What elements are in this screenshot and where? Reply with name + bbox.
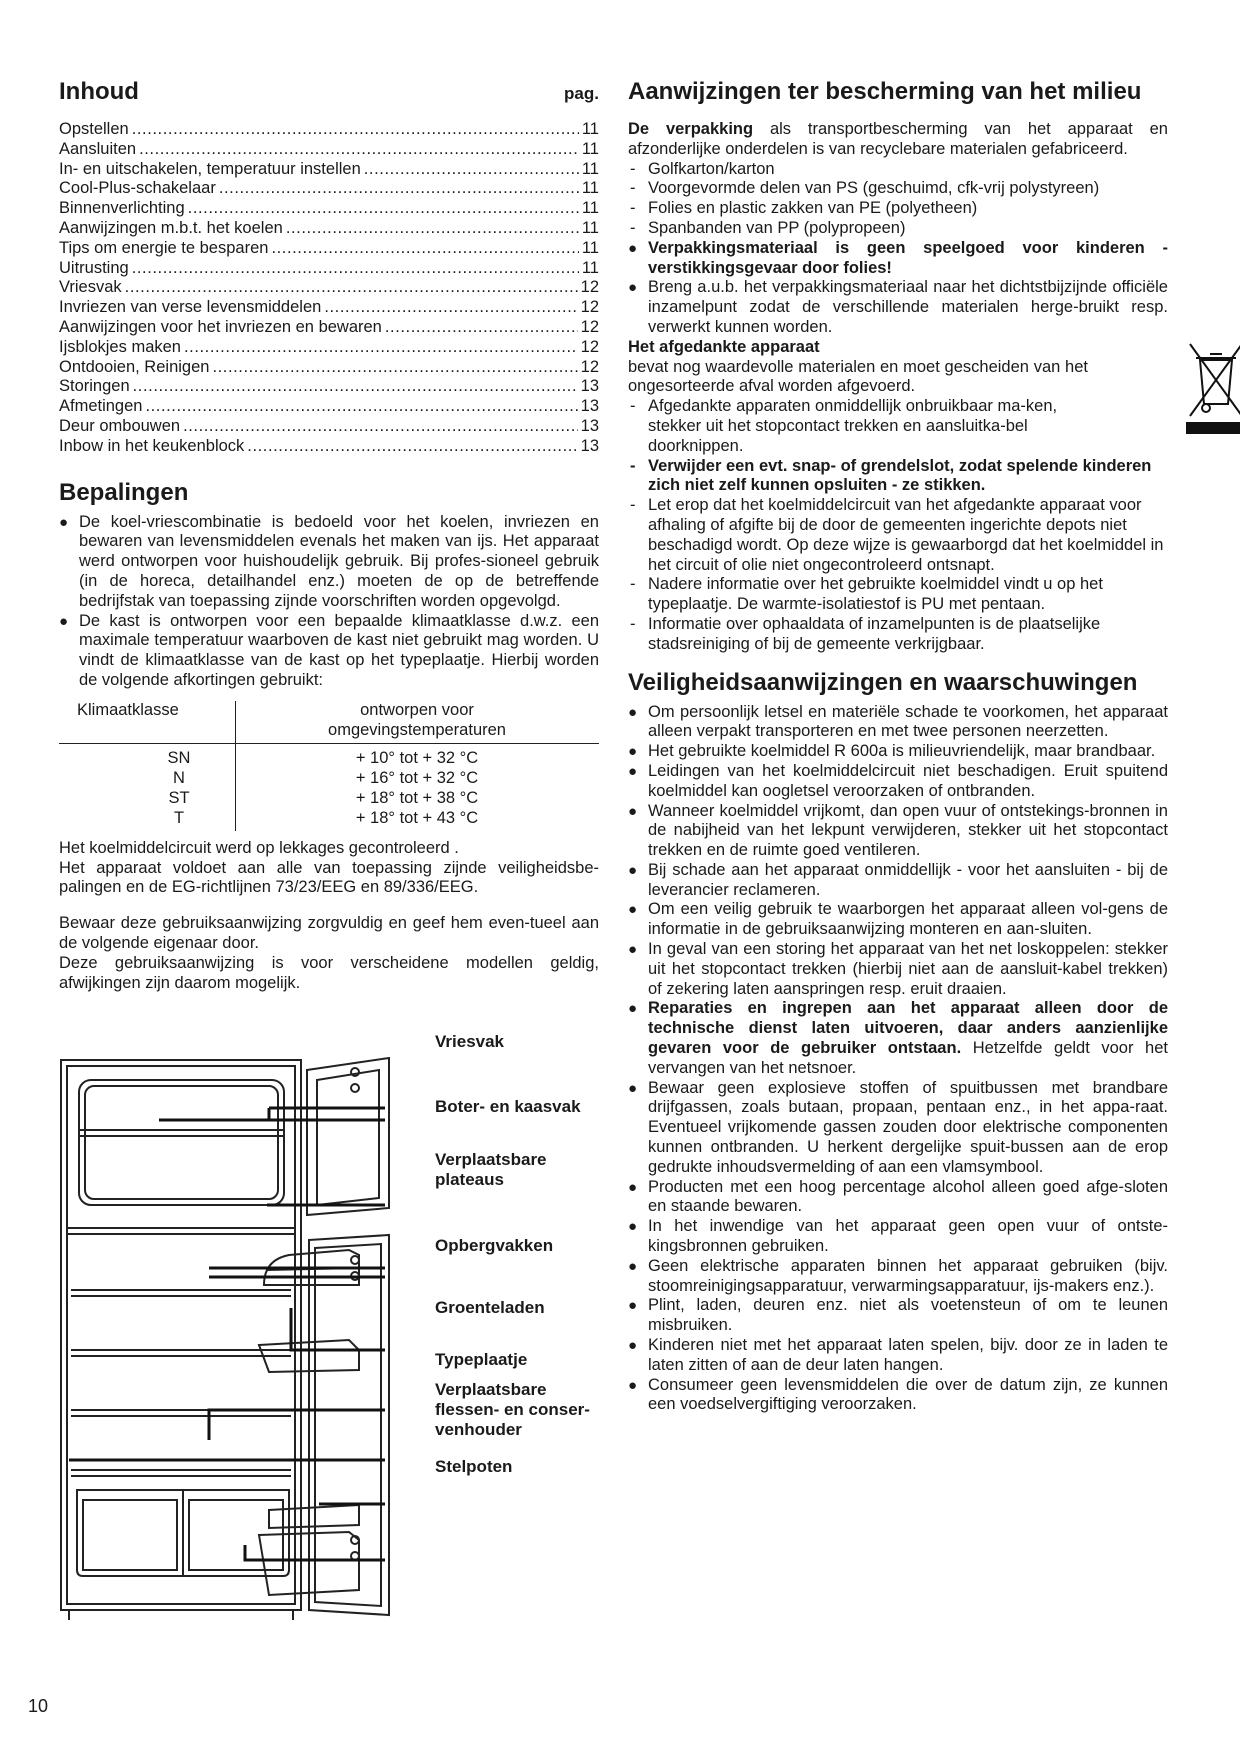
toc-entry-title: Aansluiten xyxy=(59,139,137,158)
safety-item: ● Om een veilig gebruik te waarborgen het apparaat alleen vol-gens de informatie in de gebruiksaanwijzing monteren en aan-sluiten. xyxy=(628,900,1168,940)
toc-leader-dots xyxy=(132,259,579,279)
label-stelpoten: Stelpoten xyxy=(435,1457,513,1476)
slot-warning: - Verwijder een evt. snap- of grendelslot, zodat spelende kinderen zich niet zelf kunnen opsluiten - ze stikken. xyxy=(628,457,1168,497)
table-header-temp xyxy=(235,701,599,741)
safety-item: ● Bewaar geen explosieve stoffen of spuitbussen met brandbare drijfgassen, zoals butaan, propaan, pentaan enz., in het appa-raat. Eventueel vrijkomende gassen zouden door elektrische componenten kunnen ontbranden. U herkent dergelijke spuit-bussen aan de erop gedrukte inhoudsvermelding of aan een vlamsymbool. xyxy=(628,1079,1168,1178)
toc-entry-page: 11 xyxy=(581,120,599,138)
label-plateaus xyxy=(435,1150,547,1190)
milieu-breng: ● Breng a.u.b. het verpakkingsmateriaal naar het dichtstbijzijnde officiële inzamelpunt zodat de verschillende materialen herge-bruikt resp. verwerkt kunnen worden. xyxy=(628,278,1168,337)
milieu-verpakking xyxy=(628,120,1168,160)
toc-entry-page: 12 xyxy=(580,357,599,376)
toc-leader-dots xyxy=(145,397,577,417)
table-header-temp-line1: ontworpen voor xyxy=(360,700,474,719)
toc-entry xyxy=(59,179,599,199)
toc-entry-title: Tips om energie te besparen xyxy=(59,238,269,257)
safety-item: ● Producten met een hoog percentage alcohol alleen goed afge-sloten en staande bewaren. xyxy=(628,1178,1168,1218)
toc-entry xyxy=(59,397,599,417)
label-flessen-line3: venhouder xyxy=(435,1420,522,1439)
toc-entry-title: Opstellen xyxy=(59,120,129,138)
toc-leader-dots xyxy=(139,140,579,160)
material-item: - Golfkarton/karton xyxy=(628,160,1168,180)
toc-title: Inhoud xyxy=(59,78,139,105)
toc-entry-page: 11 xyxy=(581,139,599,158)
bepalingen-para-4: Deze gebruiksaanwijzing is voor verscheidene modellen geldig, afwijkingen zijn daarom mogelijk. xyxy=(59,953,599,992)
toc-entry-page: 11 xyxy=(581,199,599,218)
toc-leader-dots xyxy=(125,278,578,298)
toc-entry-page: 12 xyxy=(580,337,599,356)
left-column xyxy=(59,78,599,993)
toc-entry-page: 13 xyxy=(580,377,599,396)
table-cell-temp: + 16° tot + 32 °C xyxy=(355,768,479,787)
toc-list xyxy=(59,120,599,457)
toc-entry xyxy=(59,259,599,279)
label-plateaus-line1: Verplaatsbare xyxy=(435,1150,547,1169)
table-cell-temp: + 18° tot + 38 °C xyxy=(355,788,479,807)
toc-entry xyxy=(59,120,599,140)
toc-entry-title: Aanwijzingen voor het invriezen en bewaren xyxy=(59,317,382,336)
bepalingen-bullet-1: ● De koel-vriescombinatie is bedoeld voor het koelen, invriezen en bewaren van levensmiddelen evenals het maken van ijs. Het apparaat werd ontworpen voor huishoudelijk gebruik. Bij profes-sioneel gebruik (in de horeca, detailhandel enz.) moeten de op de betreffende bedrijfstak van toepassing zijnde voorschriften worden opgevolgd. xyxy=(59,513,599,612)
milieu-warning: ● Verpakkingsmateriaal is geen speelgoed voor kinderen - verstikkingsgevaar door folies! xyxy=(628,239,1168,279)
bepalingen-para-1: Het koelmiddelcircuit werd op lekkages gecontroleerd . xyxy=(59,838,459,857)
milieu-dash-item: - Let erop dat het koelmiddelcircuit van het afgedankte apparaat voor afhaling of afgifte bij de door de gemeenten ingerichte depots niet beschadigd wordt. Op deze wijze is gewaarborgd dat het koelmiddel in het circuit of olie niet ongecontroleerd ontsnapt. xyxy=(628,496,1168,575)
toc-entry-title: Uitrusting xyxy=(59,258,129,277)
safety-item-repair xyxy=(628,999,1168,1078)
toc-header xyxy=(59,78,599,106)
bepalingen-para-2: Het apparaat voldoet aan alle van toepassing zijnde veiligheidsbe-palingen en de EG-richtlijnen 73/23/EEG en 89/336/EEG. xyxy=(59,858,599,897)
freezer-compartment xyxy=(79,1080,284,1205)
table-cell-temp: + 18° tot + 43 °C xyxy=(355,808,479,827)
freezer-door xyxy=(307,1058,389,1215)
toc-entry-page: 12 xyxy=(580,278,599,297)
label-groente: Groenteladen xyxy=(435,1298,545,1317)
toc-leader-dots xyxy=(247,437,577,457)
afgedankt-title: Het afgedankte apparaat xyxy=(628,337,820,356)
label-flessen-line2: flessen- en conser- xyxy=(435,1400,590,1419)
table-header-class: Klimaatklasse xyxy=(77,700,179,719)
toc-entry xyxy=(59,199,599,219)
milieu-dash-item: - Informatie over ophaaldata of inzamelpunten is de plaatselijke stadsreiniging of bij de gemeente verkrijgbaar. xyxy=(628,615,1168,655)
table-cell-class: ST xyxy=(168,788,190,807)
milieu-verpakking-bold: De verpakking xyxy=(628,120,754,138)
afgedankt-block xyxy=(628,338,1168,457)
toc-entry-page: 11 xyxy=(581,238,599,257)
toc-page-label: pag. xyxy=(564,84,599,103)
material-item: - Folies en plastic zakken van PE (polyetheen) xyxy=(628,199,1168,219)
toc-entry-page: 11 xyxy=(581,218,599,237)
toc-leader-dots xyxy=(219,179,579,199)
toc-entry xyxy=(59,298,599,318)
bepalingen-title: Bepalingen xyxy=(59,478,189,506)
safety-item: ● Geen elektrische apparaten binnen het apparaat gebruiken (bijv. stoomreinigingsapparatuur, verwarmingsapparatuur, ijs-makers enz.). xyxy=(628,1257,1168,1297)
toc-entry-page: 11 xyxy=(581,179,599,198)
afgedankt-dash: - Afgedankte apparaten onmiddellijk onbruikbaar ma-ken, stekker uit het stopcontact trekken en aansluitka-bel doorknippen. xyxy=(628,397,1088,456)
toc-entry-page: 13 xyxy=(580,397,599,416)
toc-entry xyxy=(59,338,599,358)
klimaatklasse-table xyxy=(59,701,599,831)
table-horizontal-rule xyxy=(59,743,599,744)
label-boter: Boter- en kaasvak xyxy=(435,1097,581,1116)
material-item: - Voorgevormde delen van PS (geschuimd, cfk-vrij polystyreen) xyxy=(628,179,1168,199)
safety-item: ● Wanneer koelmiddel vrijkomt, dan open vuur of ontstekings-bronnen in de nabijheid van het lekpunt verwijderen, stekker uit het stopcontact trekken en de ruimte goed ventileren. xyxy=(628,802,1168,861)
toc-entry xyxy=(59,318,599,338)
safety-item: ● Bij schade aan het apparaat onmiddellijk - voor het aansluiten - bij de leverancier reclameren. xyxy=(628,861,1168,901)
leader-opberg xyxy=(291,1308,385,1350)
table-cell-class: T xyxy=(173,808,185,827)
table-cell-class: N xyxy=(173,768,185,787)
toc-leader-dots xyxy=(385,318,578,338)
milieu-dash-item: - Nadere informatie over het gebruikte koelmiddel vindt u op het typeplaatje. De warmte-isolatiestof is PU met pentaan. xyxy=(628,575,1168,615)
safety-item: ● In het inwendige van het apparaat geen open vuur of ontste-kingsbronnen gebruiken. xyxy=(628,1217,1168,1257)
toc-entry-page: 12 xyxy=(580,298,599,317)
toc-entry-page: 12 xyxy=(580,317,599,336)
toc-leader-dots xyxy=(132,120,579,140)
label-flessen-line1: Verplaatsbare xyxy=(435,1380,547,1399)
fridge-door xyxy=(309,1235,389,1615)
table-header-temp-line2: omgevingstemperaturen xyxy=(328,720,506,739)
label-plateaus-line2: plateaus xyxy=(435,1170,504,1189)
afgedankt-text: bevat nog waardevolle materialen en moet gescheiden van het ongesorteerde afval worden afgevoerd. xyxy=(628,357,1088,396)
toc-leader-dots xyxy=(183,417,578,437)
toc-entry-page: 13 xyxy=(580,436,599,455)
toc-entry xyxy=(59,278,599,298)
toc-leader-dots xyxy=(184,338,578,358)
repair-bold: Reparaties en ingrepen aan het apparaat alleen door de technische dienst laten uitvoeren, daar anders aanzienlijke gevaren voor de gebruiker ontstaan. xyxy=(648,999,1168,1058)
wheelie-bin-crossed-icon xyxy=(1184,338,1240,438)
toc-entry-page: 11 xyxy=(581,258,599,277)
toc-entry xyxy=(59,358,599,378)
toc-entry xyxy=(59,377,599,397)
safety-item: ● Plint, laden, deuren enz. niet als voetensteun of om te leunen misbruiken. xyxy=(628,1296,1168,1336)
toc-entry-title: Ontdooien, Reinigen xyxy=(59,357,210,376)
toc-leader-dots xyxy=(364,160,579,180)
table-cell-temp: + 10° tot + 32 °C xyxy=(355,748,479,767)
repair-rest: Hetzelfde geldt voor het vervangen van het netsnoer. xyxy=(648,1039,1168,1077)
toc-entry xyxy=(59,219,599,239)
safety-item: ● Leidingen van het koelmiddelcircuit niet beschadigen. Eruit spuitend koelmiddel kan oogletsel veroorzaken of ontbranden. xyxy=(628,762,1168,802)
toc-entry-title: Binnenverlichting xyxy=(59,199,185,218)
toc-entry-title: Afmetingen xyxy=(59,397,143,416)
leader-groente xyxy=(209,1410,385,1440)
fridge-drawing xyxy=(59,1050,619,1650)
label-flessen xyxy=(435,1380,590,1440)
toc-leader-dots xyxy=(188,199,579,219)
bepalingen-bullet-2: ● De kast is ontworpen voor een bepaalde klimaatklasse d.w.z. een maximale temperatuur waarboven de kast niet gebruikt mag worden. U vindt de klimaatklasse van de kast op het typeplaatje. Hierbij worden de volgende afkortingen gebruikt: xyxy=(59,612,599,691)
safety-item: ● Kinderen niet met het apparaat laten spelen, bijv. door ze in laden te laten zitten of aan de deur laten hangen. xyxy=(628,1336,1168,1376)
toc-entry-title: Vriesvak xyxy=(59,278,122,297)
toc-leader-dots xyxy=(324,298,577,318)
toc-entry-page: 11 xyxy=(581,159,599,178)
toc-entry xyxy=(59,417,599,437)
toc-leader-dots xyxy=(286,219,579,239)
veiligheid-title: Veiligheidsaanwijzingen en waarschuwingen xyxy=(628,668,1138,696)
label-type: Typeplaatje xyxy=(435,1350,528,1369)
toc-leader-dots xyxy=(212,358,577,378)
cabinet-outline xyxy=(61,1060,301,1610)
safety-item: ● Om persoonlijk letsel en materiële schade te voorkomen, het apparaat alleen verpakt transporteren en met twee personen neerzetten. xyxy=(628,703,1168,743)
label-vriesvak: Vriesvak xyxy=(435,1032,505,1051)
toc-entry-title: Deur ombouwen xyxy=(59,416,181,435)
toc-entry-title: Storingen xyxy=(59,377,130,396)
toc-entry xyxy=(59,239,599,259)
safety-item: ● Het gebruikte koelmiddel R 600a is milieuvriendelijk, maar brandbaar. xyxy=(628,742,1168,762)
label-opberg: Opbergvakken xyxy=(435,1236,554,1255)
page-number: 10 xyxy=(28,1696,49,1716)
toc-entry-page: 13 xyxy=(580,416,599,435)
toc-entry-title: In- en uitschakelen, temperatuur instellen xyxy=(59,159,361,178)
toc-entry-title: Ijsblokjes maken xyxy=(59,337,181,356)
right-column xyxy=(628,78,1168,1415)
toc-entry xyxy=(59,160,599,180)
toc-leader-dots xyxy=(133,377,578,397)
safety-item: ● Consumeer geen levensmiddelen die over de datum zijn, ze kunnen een voedselvergiftiging veroorzaken. xyxy=(628,1376,1168,1416)
fridge-diagram xyxy=(59,1032,619,1650)
toc-entry xyxy=(59,140,599,160)
toc-leader-dots xyxy=(271,239,578,259)
toc-entry-title: Aanwijzingen m.b.t. het koelen xyxy=(59,218,283,237)
table-cell-class: SN xyxy=(167,748,191,767)
milieu-verpakking-rest: als transportbescherming van het apparaat en afzonderlijke onderdelen is van recyclebare materialen gefabriceerd. xyxy=(628,120,1168,158)
toc-entry-title: Cool-Plus-schakelaar xyxy=(59,179,216,198)
toc-entry xyxy=(59,437,599,457)
safety-item: ● In geval van een storing het apparaat van het net loskoppelen: stekker uit het stopcontact trekken (hierbij niet aan de aansluit-kabel trekken) of zekering laten aanspringen resp. eruit draaien. xyxy=(628,940,1168,999)
milieu-title: Aanwijzingen ter bescherming van het milieu xyxy=(628,78,1142,105)
toc-entry-title: Inbow in het keukenblock xyxy=(59,436,245,455)
material-item: - Spanbanden van PP (polypropeen) xyxy=(628,219,1168,239)
bepalingen-para-3: Bewaar deze gebruiksaanwijzing zorgvuldig en geef hem even-tueel aan de volgende eigenaar door. xyxy=(59,914,599,952)
toc-entry-title: Invriezen van verse levensmiddelen xyxy=(59,298,322,317)
